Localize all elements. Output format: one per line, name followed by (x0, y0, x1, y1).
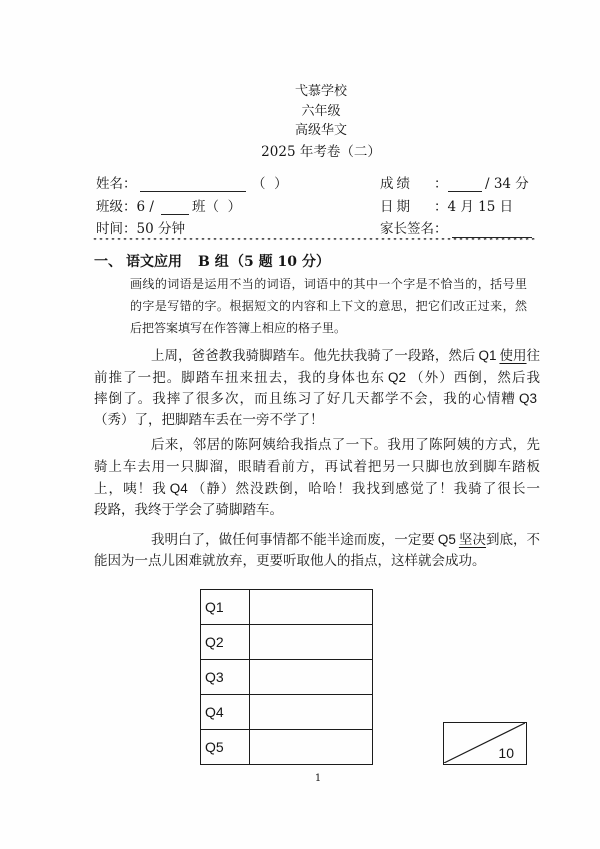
class-label: 班级：6 / (96, 199, 154, 215)
passage-text: （秀）了，把脚踏车丢在一旁不学了！ (94, 411, 324, 428)
question-marker: Q4 (169, 481, 188, 496)
answer-cell (250, 625, 373, 660)
passage-line (94, 551, 540, 573)
answer-cell (250, 730, 373, 765)
passage-text: 上周，爸爸教我骑脚踏车。他先扶我骑了一段路，然后 (151, 348, 476, 364)
passage-text: 摔倒了。我摔了很多次，而且练习了好几天都学不会，我的心情糟 (94, 391, 516, 407)
answer-cell (250, 590, 373, 625)
passage-text: 后来，邻居的陈阿姨给我指点了一下。我用了陈阿姨的方式，先 (151, 437, 540, 453)
section-title: 语文应用 (126, 254, 182, 270)
date-label: 日期 (380, 199, 413, 215)
passage-text: 前推了一把。脚踏车扭来扭去，我的身体也东 (94, 369, 386, 386)
section-number: 一、 (94, 254, 122, 270)
passage-text: 段路，我终于学会了骑脚踏车。 (94, 501, 283, 518)
section-instructions (130, 273, 527, 339)
answer-question-label: Q3 (201, 660, 250, 695)
answer-question-label: Q1 (201, 590, 250, 625)
score-box-total-marks: 10 (498, 745, 514, 761)
passage-line (94, 367, 540, 389)
passage-line (94, 478, 540, 500)
passage-paragraph-3 (94, 529, 540, 572)
passage-paragraph-1 (94, 345, 540, 431)
passage-text: 往 (526, 348, 541, 364)
passage-line (94, 345, 540, 367)
school-name: 弋慕学校 (294, 84, 347, 99)
score-label: 成绩 (380, 176, 413, 192)
class-bracket: 班（ ） (192, 199, 242, 215)
section-group: B 组 (198, 254, 229, 270)
score-blank-line (448, 174, 482, 192)
answer-question-label: Q5 (201, 730, 250, 765)
score-colon: ： (434, 176, 448, 192)
answer-row (201, 625, 373, 660)
time-allowed: 时间：50 分钟 (96, 221, 185, 237)
question-marker: Q1 (478, 348, 497, 363)
underlined-word: 坚决 (458, 532, 486, 548)
class-blank-line (161, 197, 189, 215)
score-total: / 34 分 (485, 176, 529, 192)
passage-text: （外）西倒，然后我 (409, 369, 541, 386)
passage-text: 骑上车去用一只脚溜，眼睛看前方，再试着把另一只脚也放到脚车踏板 (94, 458, 540, 475)
answer-table (200, 589, 373, 765)
answer-question-label: Q2 (201, 625, 250, 660)
parent-signature-label: 家长签名： (380, 221, 448, 237)
instruction-line: 画线的词语是运用不当的词语，词语中的其中一个字是不恰当的，括号里 (130, 277, 527, 291)
passage-line (94, 500, 540, 522)
answer-row (201, 695, 373, 730)
instruction-line: 后把答案填写在作答簿上相应的格子里。 (130, 321, 347, 335)
question-marker: Q3 (518, 391, 537, 406)
passage-line (94, 410, 540, 432)
parent-signature-line (452, 220, 532, 238)
subject-name: 高级华文 (294, 123, 347, 138)
answer-row (201, 730, 373, 765)
passage-text: （静）然没跌倒，哈哈！我找到感觉了！我骑了很长一 (190, 481, 541, 497)
answer-row (201, 660, 373, 695)
passage-text: 上，咦！我 (94, 481, 167, 497)
score-box (443, 722, 527, 765)
passage-text: 到底，不 (485, 532, 541, 548)
instruction-line: 的字是写错的字。根据短文的内容和上下文的意思，把它们改正过来，然 (130, 299, 527, 313)
passage-line (94, 457, 540, 479)
passage-line (94, 529, 540, 551)
exam-title: 2025 年考卷（二） (261, 144, 381, 160)
name-blank-line (140, 174, 246, 192)
passage-line (94, 388, 540, 410)
question-marker: Q5 (437, 532, 456, 547)
page-number: 1 (314, 773, 322, 784)
underlined-word: 使用 (499, 348, 527, 364)
answer-question-label: Q4 (201, 695, 250, 730)
name-index-bracket: （ ） (252, 176, 288, 192)
reading-passage (94, 345, 540, 575)
answer-cell (250, 660, 373, 695)
name-label: 姓名： (96, 176, 137, 192)
asterisk-divider: ************************************************************************** (92, 238, 536, 248)
passage-paragraph-2 (94, 435, 540, 521)
date-value: ：4 月 15 日 (434, 199, 514, 215)
answer-row (201, 590, 373, 625)
question-marker: Q2 (388, 369, 407, 385)
passage-text: 能因为一点儿困难就放弃，更要听取他人的指点，这样就会成功。 (94, 552, 486, 569)
passage-line (94, 435, 540, 457)
passage-text: 我明白了，做任何事情都不能半途而废，一定要 (151, 532, 435, 548)
grade-level: 六年级 (301, 104, 341, 119)
section-marks: （5 题 10 分） (230, 254, 330, 270)
answer-cell (250, 695, 373, 730)
